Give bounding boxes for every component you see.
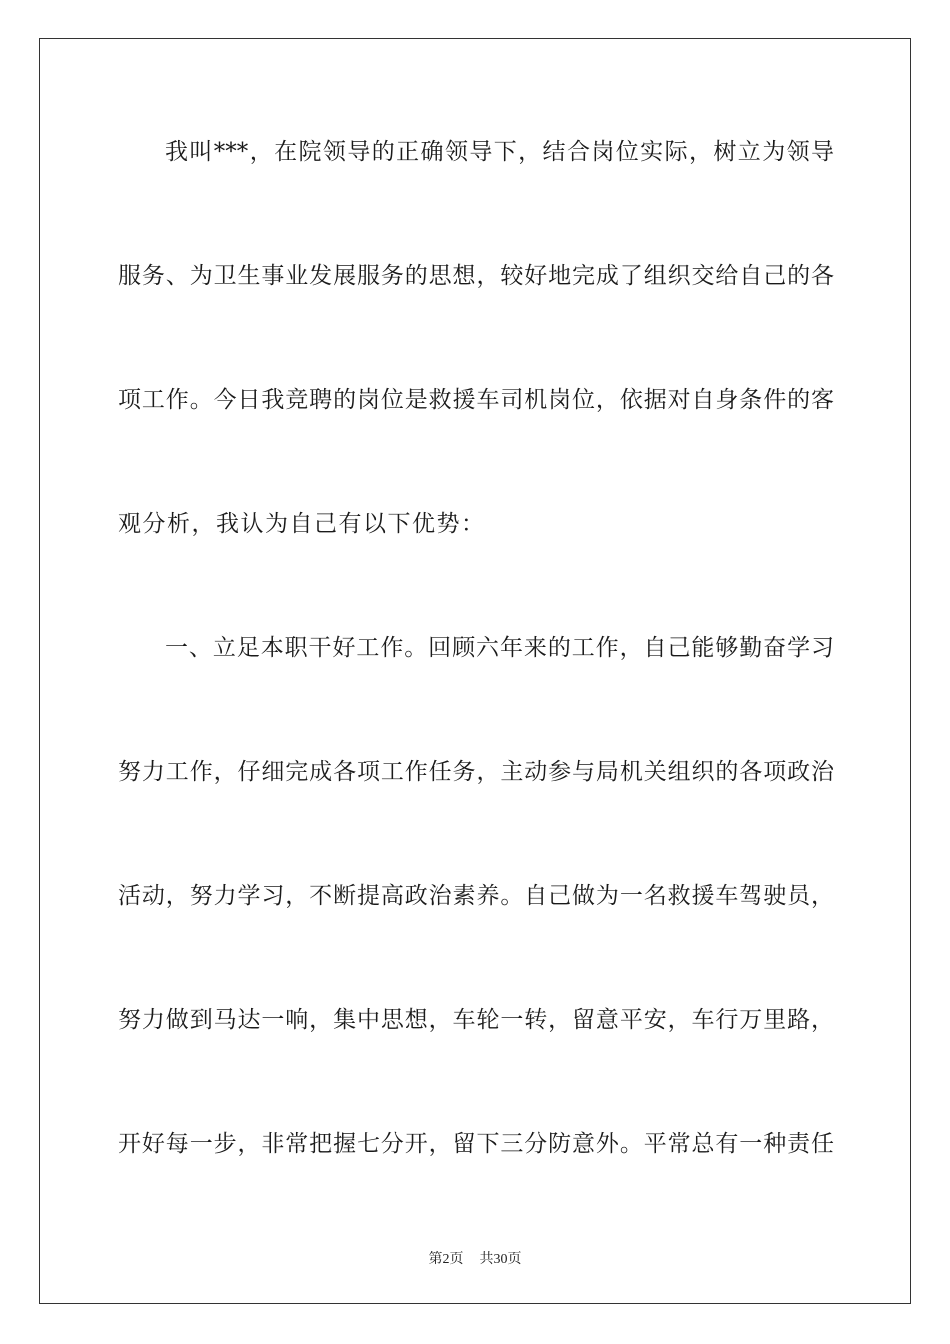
text-line: 努力做到马达一响，集中思想，车轮一转，留意平安，车行万里路，	[118, 1007, 834, 1033]
page-footer	[0, 1248, 950, 1268]
text-line: 开好每一步，非常把握七分开，留下三分防意外。平常总有一种责任	[118, 1131, 834, 1157]
document-body	[118, 122, 834, 1238]
text-line: 项工作。今日我竞聘的岗位是救援车司机岗位，依据对自身条件的客	[118, 387, 834, 413]
page-total: 共30页	[479, 1252, 522, 1267]
text-line: 观分析，我认为自己有以下优势：	[118, 511, 486, 537]
text-line: 服务、为卫生事业发展服务的思想，较好地完成了组织交给自己的各	[118, 263, 834, 289]
page-number: 第2页	[428, 1252, 464, 1267]
text-line: 我叫***，在院领导的正确领导下，结合岗位实际，树立为领导	[165, 139, 834, 165]
text-line: 努力工作，仔细完成各项工作任务，主动参与局机关组织的各项政治	[118, 759, 834, 785]
text-line: 一、立足本职干好工作。回顾六年来的工作，自己能够勤奋学习	[165, 635, 834, 661]
text-line: 活动，努力学习，不断提高政治素养。自己做为一名救援车驾驶员，	[118, 883, 834, 909]
